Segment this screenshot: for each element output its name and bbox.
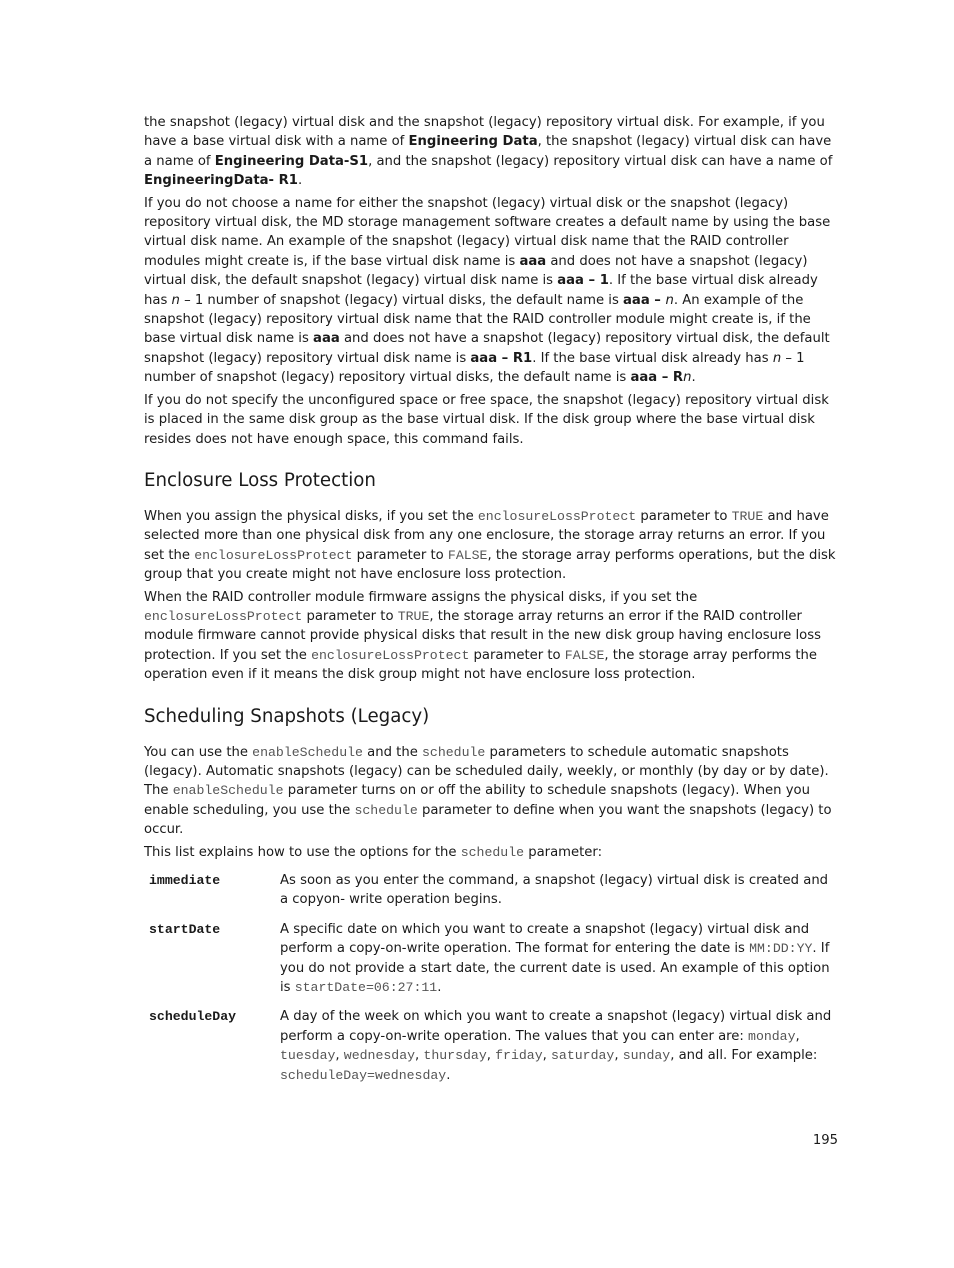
text: parameter turns on or off the ability to schedule snapshots (legacy). When you enable scheduling, you use the xyxy=(144,783,810,818)
code-text: enclosureLossProtect xyxy=(477,508,637,524)
code-text: FALSE xyxy=(564,647,605,663)
text: , xyxy=(542,1048,551,1064)
text: When the RAID controller module firmware assigns the physical disks, if you set the xyxy=(144,589,698,605)
text: – 1 number of snapshot (legacy) virtual disks, the default name is xyxy=(179,292,624,308)
text: A day of the week on which you want to create a snapshot (legacy) virtual disk and perform a copy-on-write operation. The values that you can enter are: xyxy=(280,1009,832,1044)
text: . If you do not provide a start date, the current date is used. An example of this option is xyxy=(280,941,830,996)
text: . If the base virtual disk already has xyxy=(144,273,818,308)
bold-text: aaa – R1 xyxy=(470,350,533,366)
text: , the storage array returns an error if the RAID controller module firmware cannot provide physical disks that result in the new disk group having enclosure loss protection. If you set the xyxy=(144,608,821,663)
text: , xyxy=(415,1048,424,1064)
text: , xyxy=(335,1048,344,1064)
bold-text: EngineeringData- R1 xyxy=(144,173,298,189)
text: . xyxy=(437,980,442,996)
paragraph-enclosure-assign xyxy=(144,507,838,585)
heading-enclosure-loss-protection: Enclosure Loss Protection xyxy=(144,469,376,491)
text: parameter: xyxy=(524,844,603,860)
text: parameter to xyxy=(636,508,732,524)
text: the snapshot (legacy) virtual disk and the snapshot (legacy) repository virtual disk. For example, if you have a base virtual disk with a name of xyxy=(144,115,825,150)
text: . If the base virtual disk already has xyxy=(532,350,773,366)
text: parameters to schedule automatic snapshots (legacy). Automatic snapshots (legacy) can be scheduled daily, weekly, or monthly (by day or by date). The xyxy=(144,744,829,799)
bold-text: aaa xyxy=(519,253,547,269)
text: If you do not choose a name for either the snapshot (legacy) virtual disk or the snapshot (legacy) repository virtual disk, the MD storage management software creates a default name by using the base virtual disk name. An example of the snapshot (legacy) virtual disk name that the RAID controller modules might create is, if the base virtual disk name is xyxy=(144,195,831,269)
text: . An example of the snapshot (legacy) repository virtual disk name that the RAID controller module might create is, if the base virtual disk name is xyxy=(144,292,811,347)
text: . xyxy=(446,1067,451,1083)
code-text: schedule xyxy=(354,802,418,818)
italic-text: n xyxy=(171,292,180,308)
text: and the xyxy=(362,744,422,760)
text: and does not have a snapshot (legacy) virtual disk, the default snapshot (legacy) virtual disk name is xyxy=(144,253,808,289)
text: parameter to define when you want the snapshots (legacy) to occur. xyxy=(144,802,832,838)
paragraph-naming-example xyxy=(144,113,838,191)
text: and does not have a snapshot (legacy) repository virtual disk, the default snapshot (legacy) repository virtual disk name is xyxy=(144,331,830,366)
text: parameter to xyxy=(469,647,565,663)
text: As soon as you enter the command, a snapshot (legacy) virtual disk is created and a copyon- write operation begins. xyxy=(280,873,829,908)
code-text: MM:DD:YY xyxy=(749,941,813,957)
page-number: 195 xyxy=(812,1133,838,1148)
option-description xyxy=(280,1007,838,1085)
bold-text: aaa – xyxy=(623,292,666,308)
bold-text: aaa xyxy=(313,331,340,347)
code-text: schedule xyxy=(422,744,486,760)
code-text: TRUE xyxy=(397,608,430,624)
page-content xyxy=(144,113,838,1085)
option-term: scheduleDay xyxy=(149,1009,237,1025)
option-term: immediate xyxy=(149,873,221,888)
heading-scheduling-snapshots: Scheduling Snapshots (Legacy) xyxy=(144,705,430,727)
text: , and the snapshot (legacy) repository virtual disk can have a name of xyxy=(368,153,833,169)
text: , xyxy=(486,1048,496,1064)
option-description xyxy=(280,920,838,998)
text: , the storage array performs operations, but the disk group that you create might not have enclosure loss protection. xyxy=(144,547,836,583)
text: and have selected more than one physical disk from any one enclosure, the storage array returns an error. If you set the xyxy=(144,508,829,563)
text: . xyxy=(297,173,303,189)
code-text: saturday xyxy=(551,1048,615,1064)
code-text: enclosureLossProtect xyxy=(194,547,353,563)
schedule-options-list xyxy=(144,871,838,1085)
text: , the snapshot (legacy) virtual disk can have a name of xyxy=(144,134,832,169)
option-row-scheduleday xyxy=(144,1007,838,1085)
paragraph-schedule-intro xyxy=(144,743,838,840)
code-text: enclosureLossProtect xyxy=(311,647,470,663)
code-text: TRUE xyxy=(731,508,764,524)
bold-text: aaa – R xyxy=(630,370,684,386)
bold-text: Engineering Data-S1 xyxy=(214,153,369,169)
text: , xyxy=(614,1048,623,1064)
code-text: startDate=06:27:11 xyxy=(294,980,438,996)
paragraph-schedule-options-intro xyxy=(144,843,838,862)
text: parameter to xyxy=(352,547,448,563)
paragraph-default-name xyxy=(144,194,838,388)
code-text: sunday xyxy=(622,1048,671,1064)
text: parameter to xyxy=(302,608,398,624)
text: , xyxy=(795,1028,800,1044)
text: . xyxy=(691,370,696,386)
option-row-immediate xyxy=(144,871,838,910)
bold-text: aaa – 1 xyxy=(557,273,609,289)
code-text: thursday xyxy=(423,1048,487,1064)
code-text: enableSchedule xyxy=(252,744,363,760)
bold-text: Engineering Data xyxy=(408,134,538,150)
option-term: startDate xyxy=(149,921,221,937)
option-row-startdate xyxy=(144,920,838,998)
code-text: enableSchedule xyxy=(172,783,284,799)
code-text: FALSE xyxy=(447,547,488,563)
italic-text: n xyxy=(772,350,782,366)
italic-text: n xyxy=(683,370,692,386)
paragraph-enclosure-firmware xyxy=(144,588,838,685)
code-text: friday xyxy=(495,1048,543,1064)
code-text: monday xyxy=(748,1028,796,1044)
text: You can use the xyxy=(144,744,253,760)
text: , and all. For example: xyxy=(670,1048,818,1064)
text: A specific date on which you want to create a snapshot (legacy) virtual disk and perform a copy-on-write operation. The format for entering the date is xyxy=(280,921,810,957)
code-text: schedule xyxy=(460,844,525,860)
code-text: enclosureLossProtect xyxy=(144,608,303,624)
code-text: wednesday xyxy=(343,1048,416,1064)
text: When you assign the physical disks, if you set the xyxy=(144,508,478,524)
code-text: scheduleDay=wednesday xyxy=(280,1067,447,1083)
text: – 1 number of snapshot (legacy) repository virtual disks, the default name is xyxy=(144,350,805,386)
italic-text: n xyxy=(665,292,674,308)
text: This list explains how to use the options for the xyxy=(144,844,461,860)
code-text: tuesday xyxy=(280,1048,336,1064)
option-description xyxy=(280,871,838,910)
text: , the storage array performs the operation even if it means the disk group might not have enclosure loss protection. xyxy=(144,647,818,683)
paragraph-unconfigured-space: If you do not specify the unconfigured space or free space, the snapshot (legacy) repository virtual disk is placed in the same disk group as the base virtual disk. If the disk group where the base virtual disk resides does not have enough space, this command fails. xyxy=(144,392,829,447)
